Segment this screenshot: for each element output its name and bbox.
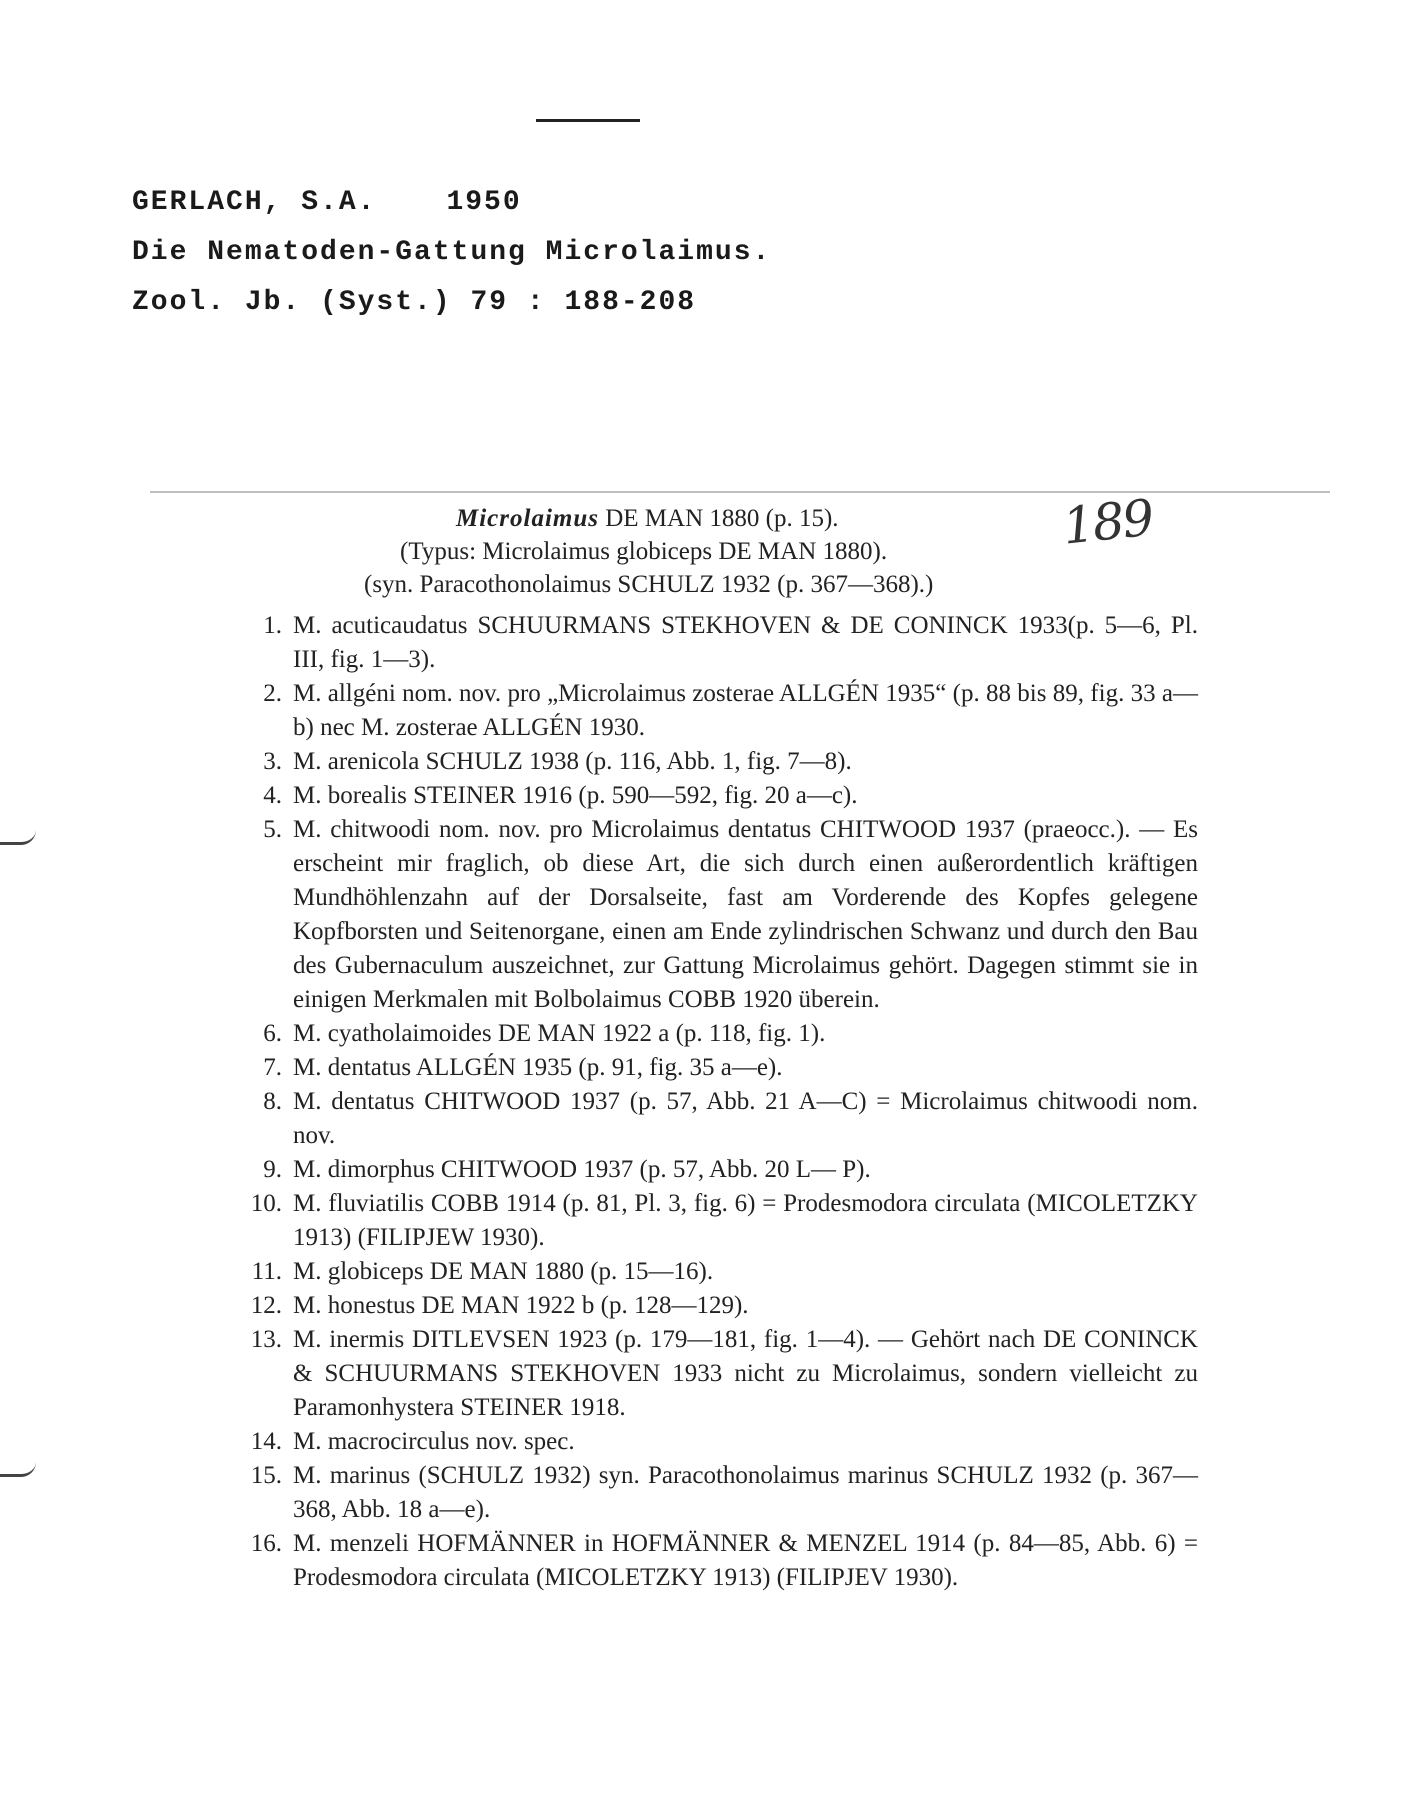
species-number: 2. <box>263 680 282 707</box>
species-entry <box>238 745 1198 779</box>
top-rule <box>536 119 640 122</box>
species-entry <box>238 1527 1198 1595</box>
species-text: M. marinus (SCHULZ 1932) syn. Paracothonolaimus marinus SCHULZ 1932 (p. 367—368, Abb. 18 a—e). <box>293 1462 1198 1523</box>
species-list <box>238 609 1198 1595</box>
handwritten-page-number: 189 <box>1060 488 1156 556</box>
species-number: 1. <box>263 612 282 639</box>
species-text: M. honestus DE MAN 1922 b (p. 128—129). <box>293 1292 749 1319</box>
species-text: M. fluviatilis COBB 1914 (p. 81, Pl. 3, fig. 6) = Prodesmodora circulata (MICOLETZKY 1913) (FILIPJEW 1930). <box>293 1190 1198 1251</box>
species-text: M. dentatus ALLGÉN 1935 (p. 91, fig. 35 a—e). <box>293 1054 783 1081</box>
citation-journal: Zool. Jb. (Syst.) 79 : 188-208 <box>132 287 697 318</box>
species-entry <box>238 1289 1198 1323</box>
species-entry <box>238 1459 1198 1527</box>
species-entry <box>238 1187 1198 1255</box>
species-text: M. borealis STEINER 1916 (p. 590—592, fig. 20 a—c). <box>293 782 858 809</box>
species-entry <box>238 609 1198 677</box>
species-entry <box>238 1085 1198 1153</box>
species-number: 16. <box>250 1530 282 1557</box>
species-entry <box>238 1255 1198 1289</box>
citation-year: 1950 <box>446 187 522 218</box>
species-number: 12. <box>250 1292 282 1319</box>
species-text: M. cyatholaimoides DE MAN 1922 a (p. 118, fig. 1). <box>293 1020 826 1047</box>
species-text: M. allgéni nom. nov. pro „Microlaimus zosterae ALLGÉN 1935“ (p. 88 bis 89, fig. 33 a—b) nec M. zosterae ALLGÉN 1930. <box>293 680 1198 741</box>
citation-author: GERLACH, S.A. <box>132 187 377 218</box>
citation-block <box>132 178 771 328</box>
genus-name: Microlaimus <box>456 505 599 532</box>
species-text: M. macrocirculus nov. spec. <box>293 1428 575 1455</box>
binder-hole-mark <box>0 1462 36 1477</box>
species-number: 3. <box>263 748 282 775</box>
species-entry <box>238 677 1198 745</box>
species-entry <box>238 1017 1198 1051</box>
genus-typus-line: (Typus: Microlaimus globiceps DE MAN 1880). <box>400 538 888 565</box>
species-text: M. acuticaudatus SCHUURMANS STEKHOVEN & DE CONINCK 1933(p. 5—6, Pl. III, fig. 1—3). <box>293 612 1198 673</box>
binder-hole-mark <box>0 830 36 845</box>
genus-header-line-1 <box>456 502 1100 535</box>
species-number: 7. <box>263 1054 282 1081</box>
species-entry <box>238 1153 1198 1187</box>
species-number: 6. <box>263 1020 282 1047</box>
species-text: M. arenicola SCHULZ 1938 (p. 116, Abb. 1, fig. 7—8). <box>293 748 852 775</box>
species-number: 8. <box>263 1088 282 1115</box>
genus-header <box>364 502 1100 601</box>
species-entry <box>238 1425 1198 1459</box>
species-number: 5. <box>263 816 282 843</box>
species-text: M. inermis DITLEVSEN 1923 (p. 179—181, fig. 1—4). — Gehört nach DE CONINCK & SCHUURMANS STEKHOVEN 1933 nicht zu Microlaimus, sondern vielleicht zu Paramonhystera STEINER 1918. <box>293 1326 1198 1421</box>
species-entry <box>238 1323 1198 1425</box>
species-number: 9. <box>263 1156 282 1183</box>
species-number: 11. <box>251 1258 282 1285</box>
citation-title: Die Nematoden-Gattung Microlaimus. <box>132 237 772 268</box>
species-text: M. globiceps DE MAN 1880 (p. 15—16). <box>293 1258 714 1285</box>
species-number: 13. <box>250 1326 282 1353</box>
scan-edge-rule <box>150 491 1330 493</box>
species-text: M. menzeli HOFMÄNNER in HOFMÄNNER & MENZEL 1914 (p. 84—85, Abb. 6) = Prodesmodora circulata (MICOLETZKY 1913) (FILIPJEV 1930). <box>293 1530 1198 1591</box>
species-text: M. dimorphus CHITWOOD 1937 (p. 57, Abb. 20 L— P). <box>293 1156 871 1183</box>
species-entry <box>238 1051 1198 1085</box>
species-number: 4. <box>263 782 282 809</box>
species-entry <box>238 813 1198 1017</box>
species-number: 10. <box>250 1190 282 1217</box>
species-text: M. chitwoodi nom. nov. pro Microlaimus dentatus CHITWOOD 1937 (praeocc.). — Es erscheint mir fraglich, ob diese Art, die sich durch einen außerordentlich kräftigen Mundhöhlenzahn auf der Dorsalseite, fast am Vorderende des Kopfes gelegene Kopfborsten und Seitenorgane, einen am Ende zylindrischen Schwanz und durch den Bau des Gubernaculum auszeichnet, zur Gattung Microlaimus gehört. Dagegen stimmt sie in einigen Merkmalen mit Bolbolaimus COBB 1920 überein. <box>293 816 1198 1013</box>
genus-author: DE MAN 1880 (p. 15). <box>598 505 839 532</box>
species-number: 14. <box>250 1428 282 1455</box>
species-text: M. dentatus CHITWOOD 1937 (p. 57, Abb. 21 A—C) = Microlaimus chitwoodi nom. nov. <box>293 1088 1198 1149</box>
species-entry <box>238 779 1198 813</box>
citation-author-line <box>132 178 771 228</box>
species-number: 15. <box>250 1462 282 1489</box>
genus-synonym-line: (syn. Paracothonolaimus SCHULZ 1932 (p. 367—368).) <box>364 571 934 598</box>
